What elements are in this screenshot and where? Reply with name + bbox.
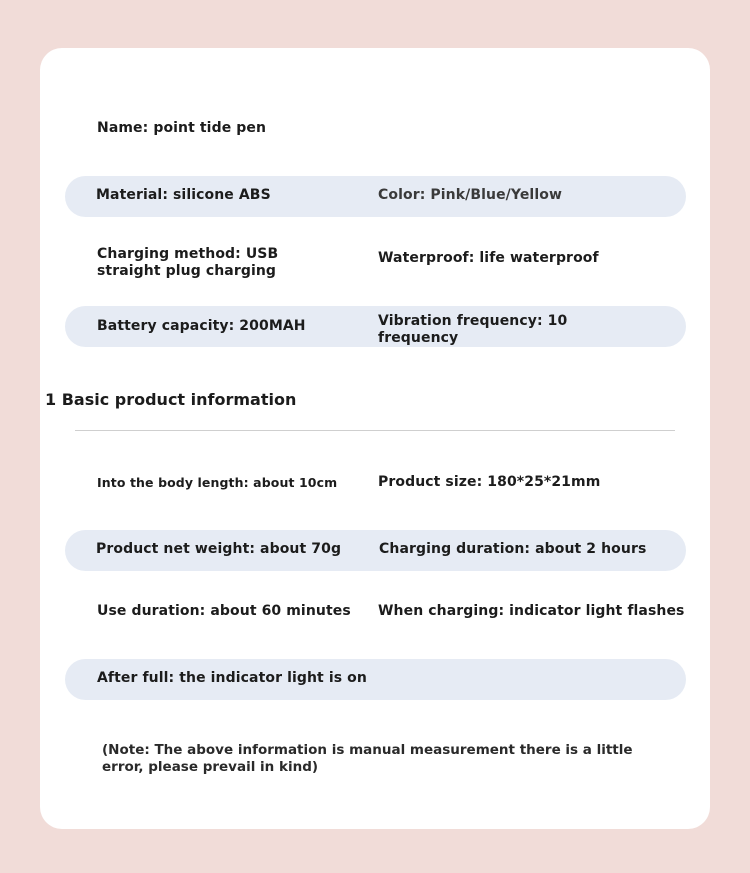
spec-row-name — [65, 112, 686, 153]
spec-battery: Battery capacity: 200MAH — [97, 318, 306, 334]
section-title: 1 Basic product information — [45, 390, 297, 409]
spec-card — [40, 48, 710, 829]
spec-row-charging — [65, 240, 686, 281]
spec-row-weight — [65, 530, 686, 571]
spec-name: Name: point tide pen — [97, 120, 267, 136]
section-divider — [75, 430, 675, 431]
spec-row-use — [65, 594, 686, 635]
spec-net-weight: Product net weight: about 70g — [96, 541, 342, 557]
spec-material: Material: silicone ABS — [96, 187, 271, 203]
spec-charging-duration: Charging duration: about 2 hours — [379, 541, 647, 557]
spec-body-length: Into the body length: about 10cm — [97, 475, 338, 490]
spec-row-material — [65, 176, 686, 217]
spec-color: Color: Pink/Blue/Yellow — [378, 187, 562, 203]
measurement-note: (Note: The above information is manual measurement there is a little error, please prevail in kind) — [102, 742, 633, 775]
spec-product-size: Product size: 180*25*21mm — [378, 474, 601, 490]
spec-after-full: After full: the indicator light is on — [97, 670, 367, 686]
spec-row-after-full — [65, 659, 686, 700]
spec-use-duration: Use duration: about 60 minutes — [97, 603, 351, 619]
spec-waterproof: Waterproof: life waterproof — [378, 250, 599, 266]
spec-when-charging: When charging: indicator light flashes — [378, 603, 685, 619]
spec-charging-method: Charging method: USB straight plug charging — [97, 246, 279, 279]
spec-vibration: Vibration frequency: 10 frequency — [378, 313, 568, 346]
spec-row-battery — [65, 306, 686, 347]
spec-row-length — [65, 466, 686, 507]
